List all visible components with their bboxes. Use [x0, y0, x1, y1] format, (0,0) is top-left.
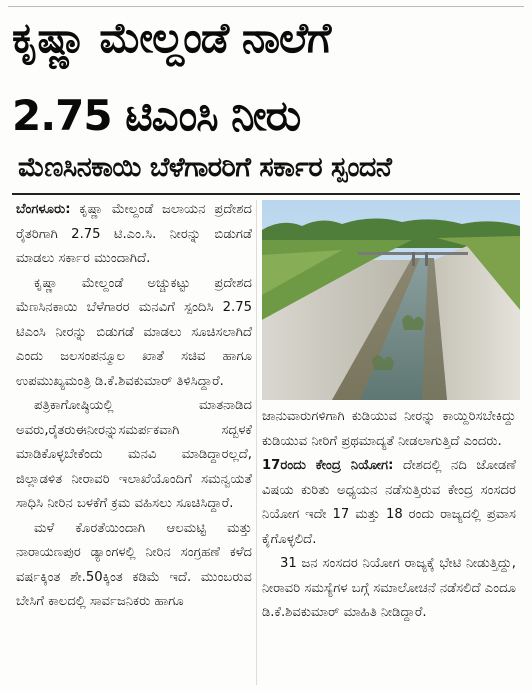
- dateline: ಬೆಂಗಳೂರು:: [16, 202, 71, 217]
- headline-line-1: ಕೃಷ್ಣಾ ಮೇಲ್ದಂಡೆ ನಾಲೆಗೆ: [12, 13, 331, 62]
- paragraph-4-continued: ಜಾನುವಾರುಗಳಿಗಾಗಿ ಕುಡಿಯುವ ನೀರನ್ನು ಕಾಯ್ದಿರಿಸಬೇಕಿದ್ದು ಕುಡಿಯುವ ನೀರಿಗೆ ಪ್ರಥಮಾದ್ಯತೆ ನೀಡಲಾಗುತ್ತಿದೆ ಎಂದರು.: [262, 409, 516, 449]
- headline-line-2: 2.75 ಟಿಎಂಸಿ ನೀರು: [12, 91, 301, 140]
- paragraph-2: ಕೃಷ್ಣಾ ಮೇಲ್ದಂಡೆ ಅಚ್ಚುಕಟ್ಟು ಪ್ರದೇಶದ ಮೆಣಸಿನಕಾಯಿ ಬೆಳೆಗಾರರ ಮನವಿಗೆ ಸ್ಪಂದಿಸಿ 2.75 ಟಿಎಂಸಿ ನೀರನ್ನು ಬಿಡುಗಡೆ ಮಾಡಲು ಸೂಚಿಸಲಾಗಿದೆ ಎಂದು ಜಲಸಂಪನ್ಮೂಲ ಖಾತೆ ಸಚಿವ ಹಾಗೂ ಉಪಮುಖ್ಯಮಂತ್ರಿ ಡಿ.ಕೆ.ಶಿವಕುಮಾರ್ ತಿಳಿಸಿದ್ದಾರೆ.: [16, 275, 252, 389]
- paragraph-5: [262, 454, 516, 552]
- paragraph-5-text: ದೇಶದಲ್ಲಿ ನದಿ ಜೋಡಣೆ ವಿಷಯ ಕುರಿತು ಅಧ್ಯಯನ ನಡೆಸುತ್ತಿರುವ ಕೇಂದ್ರ ಸಂಸದರ ನಿಯೋಗ ಇದೇ 17 ಮತ್ತು 18 ರಂದು ರಾಜ್ಯದಲ್ಲಿ ಪ್ರವಾಸ ಕೈಗೊಳ್ಳಲಿದೆ.: [262, 458, 516, 547]
- paragraph-1-text: ಕೃಷ್ಣಾ ಮೇಲ್ದಂಡೆ ಜಲಾಯನ ಪ್ರದೇಶದ ರೈತರಿಗಾಗಿ 2.75 ಟಿ.ಎಂ.ಸಿ. ನೀರನ್ನು ಬಿಡುಗಡೆ ಮಾಡಲು ಸರ್ಕಾರ ಮುಂದಾಗಿದೆ.: [16, 202, 252, 266]
- top-rule: [8, 6, 524, 7]
- canal-photo: [262, 200, 520, 400]
- paragraph-6: 31 ಜನ ಸಂಸದರ ನಿಯೋಗ ರಾಜ್ಯಕ್ಕೆ ಭೇಟಿ ನೀಡುತ್ತಿದ್ದು, ನೀರಾವರಿ ಸಮಸ್ಯೆಗಳ ಬಗ್ಗೆ ಸಮಾಲೋಚನೆ ನಡೆಸಲಿದೆ ಎಂದೂ ಡಿ.ಕೆ.ಶಿವಕುಮಾರ್ ಮಾಹಿತಿ ನೀಡಿದ್ದಾರೆ.: [262, 556, 516, 620]
- article-column-left: [16, 198, 252, 615]
- headline-divider: [12, 193, 520, 195]
- column-separator: [256, 200, 257, 685]
- paragraph-3: ಪತ್ರಿಕಾಗೋಷ್ಠಿಯಲ್ಲಿ ಮಾತನಾಡಿದ ಅವರು,ರೈತರುಈನೀರನ್ನುಸಮರ್ಪಕವಾಗಿ ಸದ್ಬಳಕೆ ಮಾಡಿಕೊಳ್ಳಬೇಕೆಂದು ಮನವಿ ಮಾಡಿದ್ದಾರಲ್ಲದೆ, ಜಿಲ್ಲಾಡಳಿತ ನೀರಾವರಿ ಇಲಾಖೆಯೊಂದಿಗೆ ಸಮನ್ವಯತೆ ಸಾಧಿಸಿ ನೀರಿನ ಬಳಕೆಗೆ ಕ್ರಮ ವಹಿಸಲು ಸೂಚಿಸಿದ್ದಾರೆ.: [16, 398, 252, 511]
- headline: [12, 10, 520, 144]
- paragraph-1: [16, 198, 252, 272]
- paragraph-4: ಮಳೆ ಕೊರತೆಯಿಂದಾಗಿ ಆಲಮಟ್ಟಿ ಮತ್ತು ನಾರಾಯಣಪುರ ಡ್ಯಾಂಗಳಲ್ಲಿ ನೀರಿನ ಸಂಗ್ರಹಣೆ ಕಳೆದ ವರ್ಷಕ್ಕಿಂತ ಶೇ.50ಕ್ಕಿಂತ ಕಡಿಮೆ ಇದೆ. ಮುಂಬರುವ ಬೇಸಿಗೆ ಕಾಲದಲ್ಲಿ ಸಾರ್ವಜನಿಕರು ಹಾಗೂ: [16, 520, 252, 609]
- article-column-right: [262, 405, 516, 626]
- section-subtitle: 17ರಂದು ಕೇಂದ್ರ ನಿಯೋಗ:: [262, 458, 394, 473]
- subheadline: ಮೆಣಸಿನಕಾಯಿ ಬೆಳೆಗಾರರಿಗೆ ಸರ್ಕಾರ ಸ್ಪಂದನೆ: [18, 152, 392, 183]
- canal-photo-image: [262, 200, 520, 400]
